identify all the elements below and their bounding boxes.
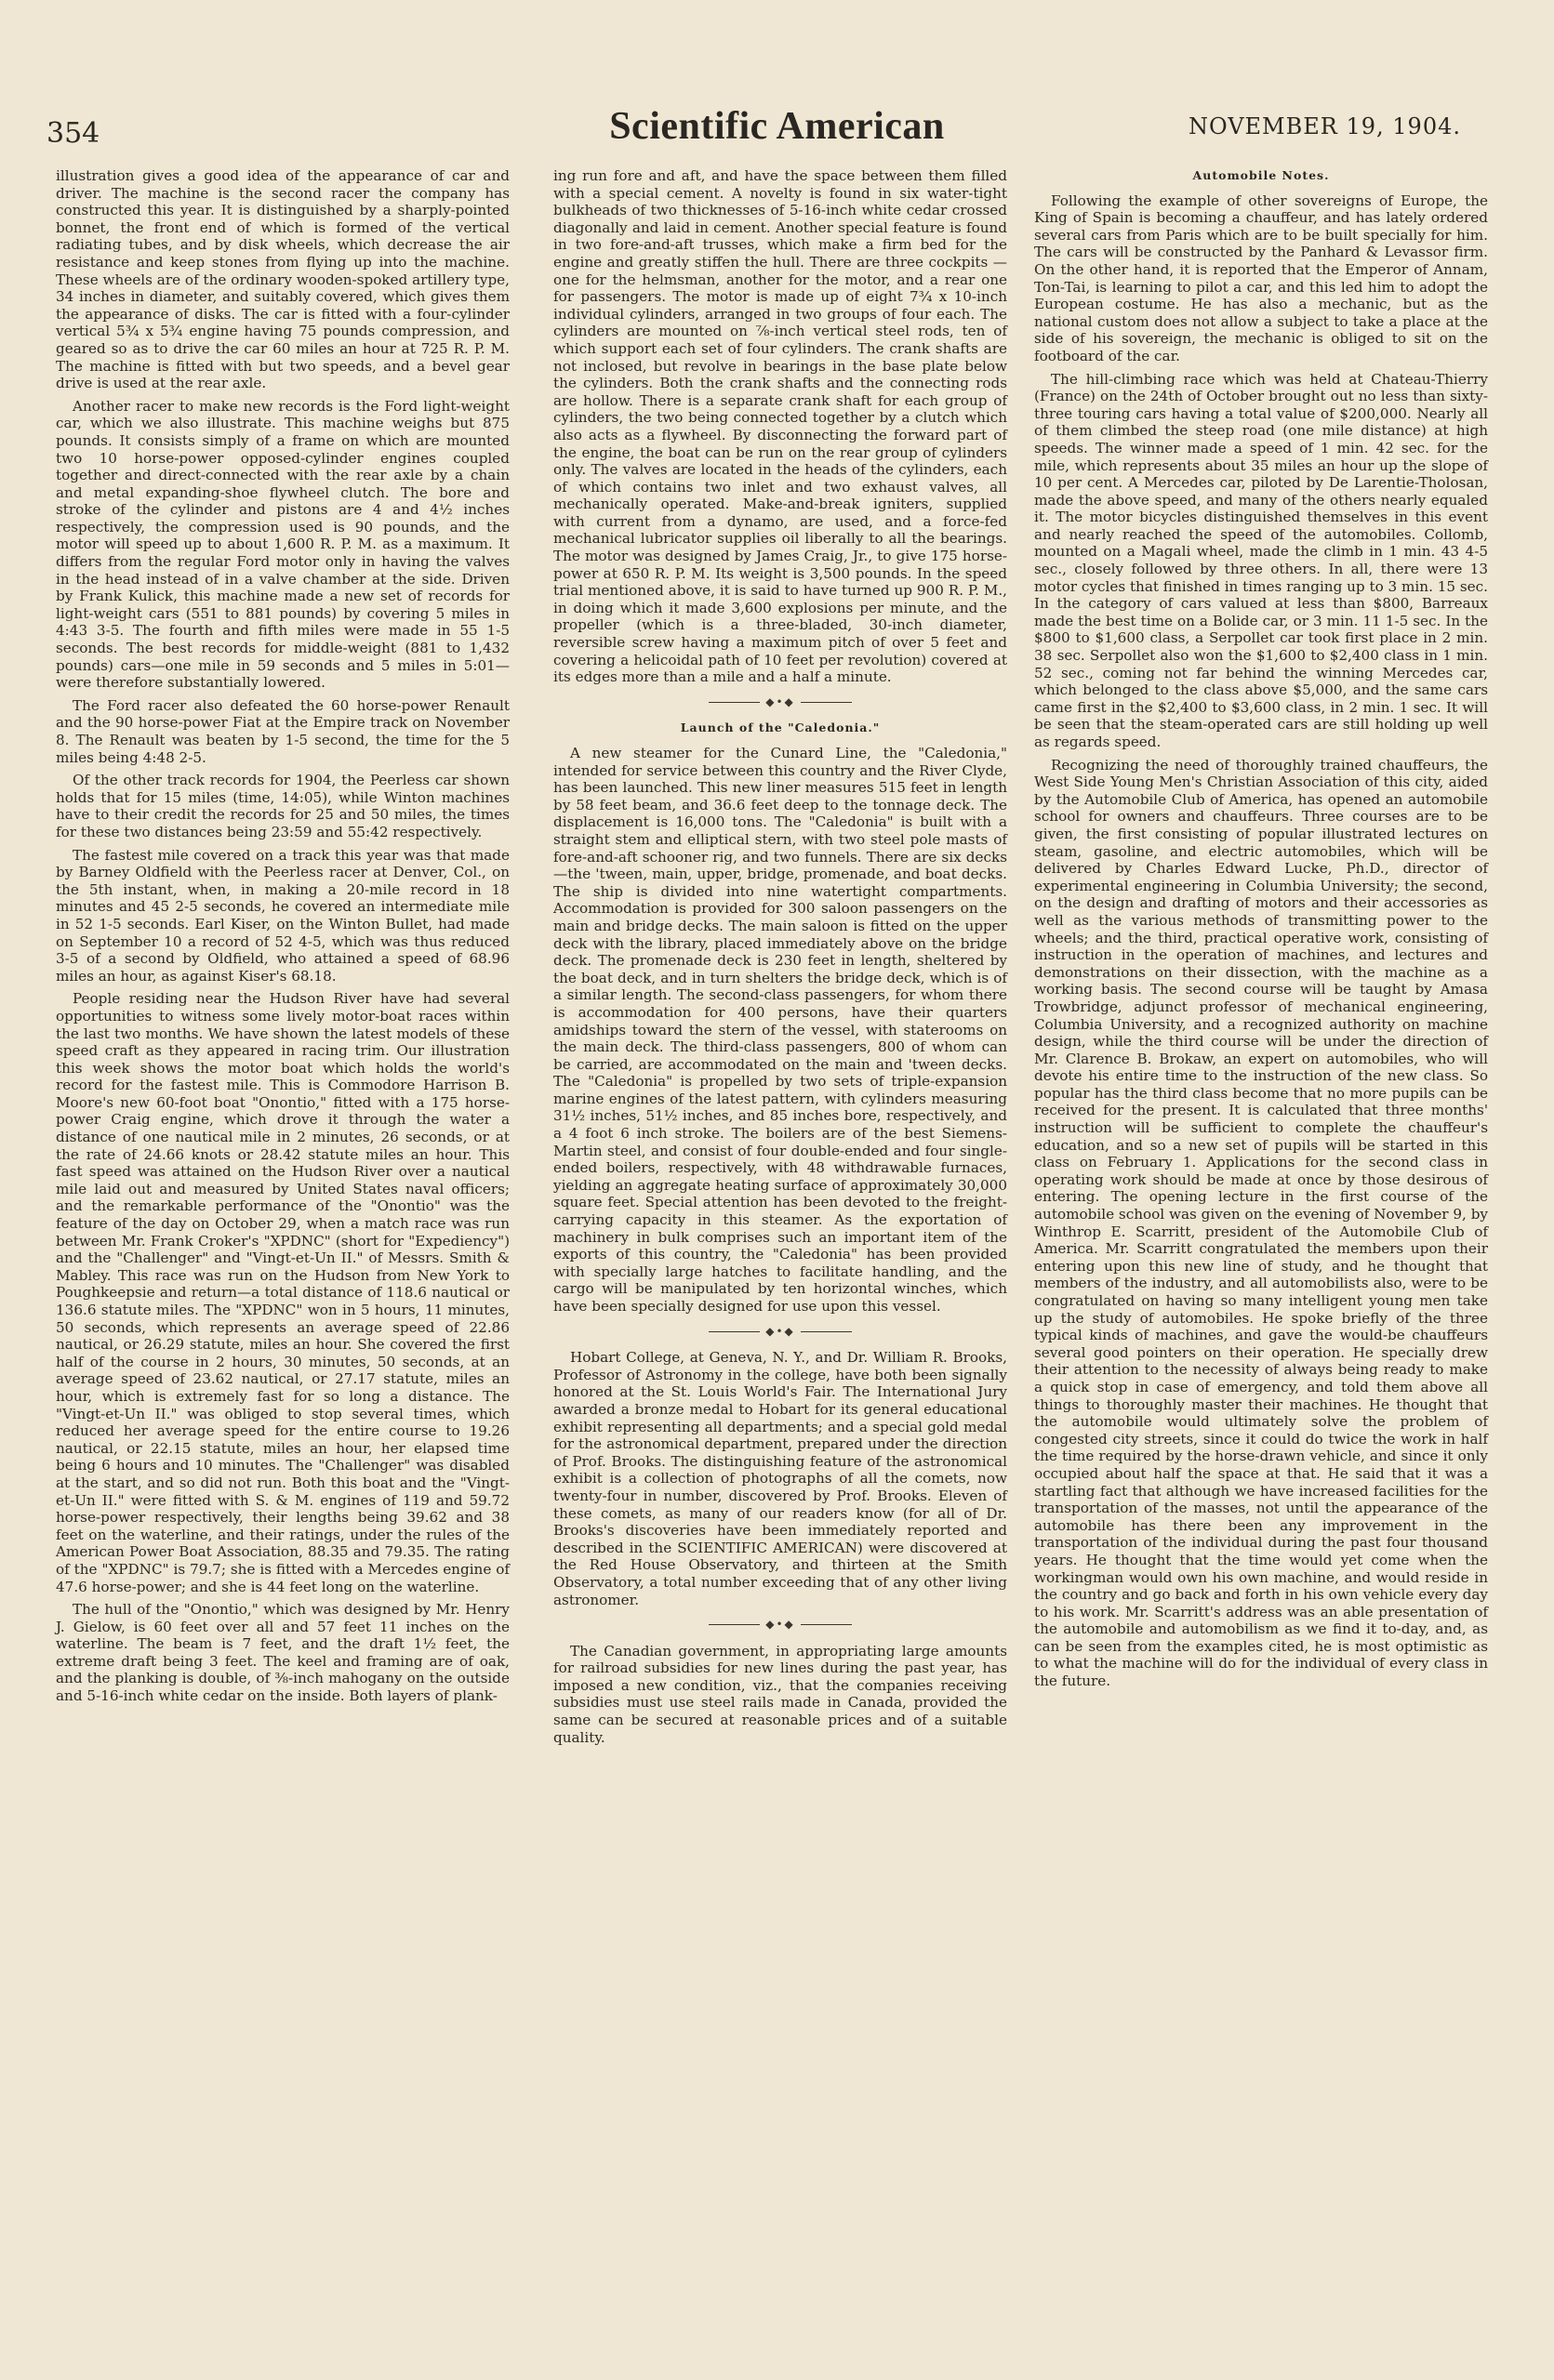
masthead-title: Scientific American [609,105,945,148]
section-heading-caledonia: Launch of the "Caledonia." [680,721,881,735]
page-number: 354 [46,117,100,150]
paragraph: ing run fore and aft, and have the space between them filled with a special cement. A novelty is found in six water-tight bulkheads of two thicknesses of 5-16-inch white cedar crossed diagonally and laid in cement. Another special feature is found in two fore-and-aft trusses, which make a firm bed for the engine and greatly stiffen the hull. There are three cockpits —one for the helmsman, another for the motor, and a rear one for passengers. The motor is made up of eight 7¾ x 10-inch individual cylinders, arranged in two groups of four each. The cylinders are mounted on ⅞-inch vertical steel rods, ten of which support each set of four cylinders. The crank shafts are not inclosed, but revolve in bearings in the base plate below the cylinders. Both the crank shafts and the connecting rods are hollow. There is a separate crank shaft for each group of cylinders, the two being connected together by a clutch which also acts as a flywheel. By disconnecting the forward part of the engine, the boat can be run on the rear group of cylinders only. The valves are located in the heads of the cylinders, each of which contains two inlet and two exhaust valves, all mechanically operated. Make-and-break igniters, supplied with current from a dynamo, are used, and a force-fed mechanical lubricator supplies oil liberally to all the bearings. The motor was designed by James Craig, Jr., to give 175 horse-power at 650 R. P. M. Its weight is 3,500 pounds. In the speed trial mentioned above, it is said to have turned up 900 R. P. M., in doing which it made 3,600 explosions per minute, and the propeller (which is a three-bladed, 30-inch diameter, reversible screw having a maximum pitch of over 5 feet and covering a helicoidal path of 10 feet per revolution) covered at its edges more than a mile and a half a minute. [553,167,1007,686]
paragraph: Hobart College, at Geneva, N. Y., and Dr. William R. Brooks, Professor of Astronomy in the college, have both been signally honored at the St. Louis World's Fair. The International Jury awarded a bronze medal to Hobart for its general educational exhibit representing all departments; and a special gold medal for the astronomical department, prepared under the direction of Prof. Brooks. The distinguishing feature of the astronomical exhibit is a collection of photographs of all the comets, now twenty-four in number, discovered by Prof. Brooks. Eleven of these comets, as many of our readers know (for all of Dr. Brooks's discoveries have been immediately reported and described in the SCIENTIFIC AMERICAN) were discovered at the Red House Observatory, and thirteen at the Smith Observatory, a total number exceeding that of any other living astronomer. [553,1349,1007,1608]
paragraph: illustration gives a good idea of the appearance of car and driver. The machine is the second racer the company has constructed this year. It is distinguished by a sharply-pointed bonnet, the front end of which is formed of the vertical radiating tubes, and by disk wheels, which decrease the air resistance and keep stones from flying up into the machine. These wheels are of the ordinary wooden-spoked artillery type, 34 inches in diameter, and suitably covered, which gives them the appearance of disks. The car is fitted with a four-cylinder vertical 5¾ x 5¾ engine having 75 pounds compression, and geared so as to drive the car 60 miles an hour at 725 R. P. M. The machine is fitted with but two speeds, and a bevel gear drive is used at the rear axle. [56,167,510,392]
paragraph: The fastest mile covered on a track this year was that made by Barney Oldfield with the Peerless racer at Denver, Col., on the 5th instant, when, in making a 20-mile record in 18 minutes and 45 2-5 seconds, he covered an intermediate mile in 52 1-5 seconds. Earl Kiser, on the Winton Bullet, had made on September 10 a record of 52 4-5, which was thus reduced 3-5 of a second by Oldfield, who attained a speed of 68.96 miles an hour, as against Kiser's 68.18. [56,846,510,985]
section-divider: ◆•◆ [553,694,1007,711]
section-divider: ◆•◆ [553,1616,1007,1633]
paragraph: The Ford racer also defeated the 60 horse-power Renault and the 90 horse-power Fiat at the Empire track on November 8. The Renault was beaten by 1-5 second, the time for the 5 miles being 4:48 2-5. [56,696,510,766]
issue-date: NOVEMBER 19, 1904. [1188,113,1461,139]
paragraph: Recognizing the need of thoroughly trained chauffeurs, the West Side Young Men's Christian Association of this city, aided by the Automobile Club of America, has opened an automobile school for owners and chauffeurs. Three courses are to be given, the first consisting of popular illustrated lectures on steam, gasoline, and electric automobiles, which will be delivered by Charles Edward Lucke, Ph.D., director of experimental engineering in Columbia University; the second, on the design and drafting of motors and their accessories as well as the various methods of transmitting power to the wheels; and the third, practical operative work, consisting of instruction in the operation of machines, and lectures and demonstrations on their dissection, with the machine as a working basis. The second course will be taught by Amasa Trowbridge, adjunct professor of mechanical engineering, Columbia University, and a recognized authority on machine design, while the third course will be under the direction of Mr. Clarence B. Brokaw, an expert on automobiles, who will devote his entire time to the instruction of the new class. So popular has the third class become that no more pupils can be received for the present. It is calculated that three months' instruction will be sufficient to complete the chauffeur's education, and so a new set of pupils will be started in this class on February 1. Applications for the second class in operating work should be made at once by those desirous of entering. The opening lecture in the first course of the automobile school was given on the evening of November 9, by Winthrop E. Scarritt, president of the Automobile Club of America. Mr. Scarritt congratulated the members upon their entering upon this new line of study, and he thought that members of the industry, and all automobilists also, were to be congratulated on having so many intelligent young men take up the study of automobiles. He spoke briefly of the three typical kinds of machines, and gave the would-be chauffeurs several good pointers on their operation. He specially drew their attention to the necessity of always being ready to make a quick stop in case of emergency, and told them above all things to thoroughly master their machines. He thought that the automobile would ultimately solve the problem of congested city streets, since it could do twice the work in half the time required by the horse-drawn vehicle, and since it only occupied about half the space at that. He said that it was a startling fact that although we have increased facilities for the transportation of the masses, not until the appearance of the automobile has there been any improvement in the transportation of the individual during the past four thousand years. He thought that the time would yet come when the workingman would own his own machine, and would reside in the country and go back and forth in his own vehicle every day to his work. Mr. Scarritt's address was an able presentation of the automobile and automobilism as we find it to-day, and, as can be seen from the examples cited, he is most optimistic as to what the machine will do for the individual of every class in the future. [1034,756,1488,1690]
paragraph: Another racer to make new records is the Ford light-weight car, which we also illustrate. This machine weighs but 875 pounds. It consists simply of a frame on which are mounted two 10 horse-power opposed-cylinder engines coupled together and direct-connected with the rear axle by a chain and metal expanding-shoe flywheel clutch. The bore and stroke of the cylinder and pistons are 4 and 4½ inches respectively, the compression used is 90 pounds, and the motor will speed up to about 1,600 R. P. M. as a maximum. It differs from the regular Ford motor only in having the valves in the head instead of in a valve chamber at the side. Driven by Frank Kulick, this machine made a new set of records for light-weight cars (551 to 881 pounds) by covering 5 miles in 4:43 3-5. The fourth and fifth miles were made in 55 1-5 seconds. The best records for middle-weight (881 to 1,432 pounds) cars—one mile in 59 seconds and 5 miles in 5:01—were therefore substantially lowered. [56,397,510,692]
column-3 [1034,167,1488,1696]
column-1 [56,167,510,1711]
paragraph: A new steamer for the Cunard Line, the "Caledonia," intended for service between this country and the River Clyde, has been launched. This new liner measures 515 feet in length by 58 feet beam, and 36.6 feet deep to the tonnage deck. The displacement is 16,000 tons. The "Caledonia" is built with a straight stem and elliptical stern, with two steel pole masts of fore-and-aft schooner rig, and two funnels. There are six decks —the 'tween, main, upper, bridge, promenade, and boat decks. The ship is divided into nine watertight compartments. Accommodation is provided for 300 saloon passengers on the main and bridge decks. The main saloon is fitted on the upper deck with the library, placed immediately above on the bridge deck. The promenade deck is 230 feet in length, sheltered by the boat deck, and in turn shelters the bridge deck, which is of a similar length. The second-class passengers, for whom there is accommodation for 400 persons, have their quarters amidships toward the stern of the vessel, with staterooms on the main deck. The third-class passengers, 800 of whom can be carried, are accommodated on the main and 'tween decks. The "Caledonia" is propelled by two sets of triple-expansion marine engines of the latest pattern, with cylinders measuring 31½ inches, 51½ inches, and 85 inches bore, respectively, and a 4 foot 6 inch stroke. The boilers are of the best Siemens-Martin steel, and consist of four double-ended and four single-ended boilers, respectively, with 48 withdrawable furnaces, yielding an aggregate heating surface of approximately 30,000 square feet. Special attention has been devoted to the freight-carrying capacity in this steamer. As the exportation of machinery in bulk comprises such an important item of the exports of this country, the "Caledonia" has been provided with specially large hatches to facilitate handling, and the cargo will be manipulated by ten horizontal winches, which have been specially designed for use upon this vessel. [553,745,1007,1315]
paragraph: The Canadian government, in appropriating large amounts for railroad subsidies for new lines during the past year, has imposed a new condition, viz., that the companies receiving subsidies must use steel rails made in Canada, provided the same can be secured at reasonable prices and of a suitable quality. [553,1642,1007,1746]
paragraph: Of the other track records for 1904, the Peerless car shown holds that for 15 miles (time, 14:05), while Winton machines have to their credit the records for 25 and 50 miles, the times for these two distances being 23:59 and 55:42 respectively. [56,772,510,840]
paragraph: The hull of the "Onontio," which was designed by Mr. Henry J. Gielow, is 60 feet over all and 57 feet 11 inches on the waterline. The beam is 7 feet, and the draft 1½ feet, the extreme draft being 3 feet. The keel and framing are of oak, and the planking is double, of ⅜-inch mahogany on the outside and 5-16-inch white cedar on the inside. Both layers of plank- [56,1601,510,1705]
section-heading-automobile-notes: Automobile Notes. [1192,168,1330,182]
section-divider: ◆•◆ [553,1323,1007,1341]
paragraph: The hill-climbing race which was held at Chateau-Thierry (France) on the 24th of October brought out no less than sixty-three touring cars having a total value of $200,000. Nearly all of them climbed the steep road (one mile distance) at high speeds. The winner made a speed of 1 min. 42 sec. for the mile, which represents about 35 miles an hour up the slope of 10 per cent. A Mercedes car, piloted by De Larentie-Tholosan, made the above speed, and many of the others nearly equaled it. The motor bicycles distinguished themselves in this event and nearly reached the speed of the automobiles. Collomb, mounted on a Magali wheel, made the climb in 1 min. 43 4-5 sec., closely followed by three others. In all, there were 13 motor cycles that finished in times ranging up to 3 min. 15 sec. In the category of cars valued at less than $800, Barreaux made the best time on a Bolide car, or 3 min. 11 1-5 sec. In the $800 to $1,600 class, a Serpollet car took first place in 2 min. 38 sec. Serpollet also won the $1,600 to $2,400 class in 1 min. 52 sec., coming not far behind the winning Mercedes car, which belonged to the class above $5,000, and the same cars came first in the $2,400 to $3,600 class, in 2 min. 1 sec. It will be seen that the steam-operated cars are still holding up well as regards speed. [1034,370,1488,750]
column-2 [553,167,1007,1752]
paragraph: Following the example of other sovereigns of Europe, the King of Spain is becoming a chauffeur, and has lately ordered several cars from Paris which are to be built specially for him. The cars will be constructed by the Panhard & Levassor firm. On the other hand, it is reported that the Emperor of Annam, Ton-Tai, is learning to pilot a car, and this led him to adopt the European costume. He has also a mechanic, but as the national custom does not allow a subject to take a place at the side of his sovereign, the mechanic is obliged to sit on the footboard of the car. [1034,192,1488,364]
paragraph: People residing near the Hudson River have had several opportunities to witness some lively motor-boat races within the last two months. We have shown the latest models of these speed craft as they appeared in racing trim. Our illustration this week shows the motor boat which holds the world's record for the fastest mile. This is Commodore Harrison B. Moore's new 60-foot boat "Onontio," fitted with a 175 horse-power Craig engine, which drove it through the water a distance of one nautical mile in 2 minutes, 26 seconds, or at the rate of 24.66 knots or 28.42 statute miles an hour. This fast speed was attained on the Hudson River over a nautical mile laid out and measured by United States naval officers; and the remarkable performance of the "Onontio" was the feature of the day on October 29, when a match race was run between Mr. Frank Croker's "XPDNC" (short for "Expediency") and the "Challenger" and "Vingt-et-Un II." of Messrs. Smith & Mabley. This race was run on the Hudson from New York to Poughkeepsie and return—a total distance of 118.6 nautical or 136.6 statute miles. The "XPDNC" won in 5 hours, 11 minutes, 50 seconds, which represents an average speed of 22.86 nautical, or 26.29 statute, miles an hour. She covered the first half of the course in 2 hours, 30 minutes, 50 seconds, at an average speed of 23.62 nautical, or 27.17 statute, miles an hour, which is extremely fast for so long a distance. The "Vingt-et-Un II." was obliged to stop several times, which reduced her average speed for the entire course to 19.26 nautical, or 22.15 statute, miles an hour, her elapsed time being 6 hours and 10 minutes. The "Challenger" was disabled at the start, and so did not run. Both this boat and the "Vingt-et-Un II." were fitted with S. & M. engines of 119 and 59.72 horse-power respectively, their lengths being 39.62 and 38 feet on the waterline, and their ratings, under the rules of the American Power Boat Association, 88.35 and 79.35. The rating of the "XPDNC" is 79.7; she is fitted with a Mercedes engine of 47.6 horse-power; and she is 44 feet long on the waterline. [56,990,510,1595]
